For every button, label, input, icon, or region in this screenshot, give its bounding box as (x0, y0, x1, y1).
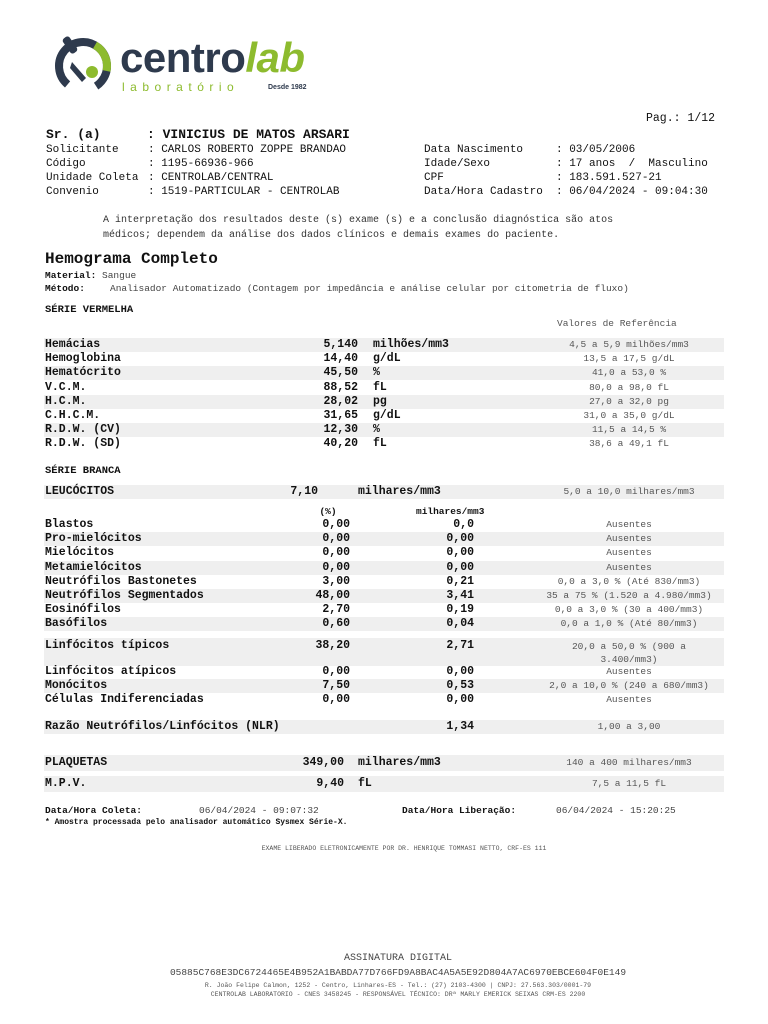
cell-abs: 0,00 (446, 693, 474, 707)
cell-pct: 3,00 (322, 574, 350, 588)
insurance-value: : 1519-PARTICULAR - CENTROLAB (148, 186, 340, 198)
absolute-column-header: milhares/mm3 (416, 506, 485, 517)
birth-value: : 03/05/2006 (556, 144, 636, 156)
cell-ref: Ausentes (606, 547, 652, 559)
cell-abs: 0,00 (446, 560, 474, 574)
analyte-value: 12,30 (323, 423, 358, 437)
analyte-ref: 31,0 a 35,0 g/dL (583, 410, 675, 421)
cell-abs: 3,41 (446, 589, 474, 602)
white-series-row (44, 603, 724, 617)
signature-title: ASSINATURA DIGITAL (343, 953, 453, 964)
analyte-ref: 27,0 a 32,0 pg (589, 395, 669, 407)
analyte-ref: 38,6 a 49,1 fL (589, 438, 669, 450)
cell-name: Eosinófilos (45, 603, 121, 617)
cpf-value: : 183.591.527-21 (556, 172, 662, 184)
platelet-unit: milhares/mm3 (358, 756, 441, 769)
cell-pct: 0,00 (322, 560, 350, 574)
cell-name: Neutrófilos Segmentados (45, 589, 204, 602)
signature-hash: 05885C768E3DC6724465E4B952A1BABDA77D766FD9A8BAC4A5A5E92D804A7AC6970EBCE604F0E149 (169, 967, 627, 978)
analyte-ref: 4,5 a 5,9 milhões/mm3 (569, 339, 689, 350)
analyte-unit: fL (373, 380, 387, 394)
cell-ref: Ausentes (606, 519, 652, 530)
requester-label: Solicitante (46, 144, 119, 156)
cell-ref: Ausentes (606, 561, 652, 573)
analyte-ref: 13,5 a 17,5 g/dL (583, 353, 675, 365)
reference-heading: Valores de Referência (557, 318, 677, 329)
analyte-unit: fL (373, 437, 387, 451)
leukocytes-unit: milhares/mm3 (358, 485, 441, 498)
release-label: Data/Hora Liberação: (402, 805, 517, 816)
analyte-unit: g/dL (373, 409, 401, 422)
analyte-unit: g/dL (373, 352, 401, 366)
centrolab-logo-icon (52, 32, 116, 96)
analyte-name: C.H.C.M. (45, 409, 101, 422)
cell-ref: 2,0 a 10,0 % (240 a 680/mm3) (549, 680, 709, 692)
brand-subtitle: laboratório (122, 80, 240, 94)
platelet-name: PLAQUETAS (45, 756, 108, 769)
age-sex-value: : 17 anos / Masculino (556, 158, 708, 170)
leukocytes-ref: 5,0 a 10,0 milhares/mm3 (563, 486, 695, 497)
cell-ref: Ausentes (606, 694, 652, 706)
unit-label: Unidade Coleta (46, 172, 139, 184)
white-series-row (44, 617, 724, 631)
percent-column-header: (%) (319, 506, 337, 517)
white-series-row (44, 679, 724, 693)
red-series-row (44, 423, 724, 437)
analyte-name: V.C.M. (45, 380, 87, 394)
platelet-value: 9,40 (316, 777, 344, 790)
white-series-row (44, 546, 724, 560)
red-series-row (44, 409, 724, 423)
analyte-name: R.D.W. (SD) (45, 437, 121, 451)
code-label: Código (46, 158, 86, 170)
lab-address: R. João Felipe Calmon, 1252 - Centro, Linhares-ES - Tel.: (27) 2103-4300 | CNPJ: 27.563.303/0001-79 (204, 982, 592, 989)
lymphocytes-name: Linfócitos típicos (45, 639, 170, 652)
lymphocytes-abs: 2,71 (446, 639, 474, 652)
cpf-label: CPF (424, 172, 444, 184)
cell-name: Linfócitos atípicos (45, 665, 177, 678)
analyte-unit: % (373, 366, 380, 380)
insurance-label: Convenio (46, 186, 99, 198)
cell-name: Células Indiferenciadas (45, 693, 204, 707)
analyte-name: Hematócrito (45, 366, 121, 380)
analyte-name: H.C.M. (45, 394, 87, 408)
analyte-name: Hemoglobina (45, 352, 121, 366)
white-series-row (44, 575, 724, 589)
page-number: Pag.: 1/12 (646, 112, 716, 125)
nlr-row (44, 720, 724, 734)
leukocytes-name: LEUCÓCITOS (45, 485, 115, 498)
cell-abs: 0,04 (446, 617, 474, 631)
birth-label: Data Nascimento (424, 144, 524, 156)
cell-ref: 0,0 a 3,0 % (Até 830/mm3) (557, 575, 701, 587)
cell-ref: Ausentes (606, 666, 652, 677)
cell-pct: 0,00 (322, 518, 350, 531)
cell-abs: 0,21 (446, 574, 474, 588)
cell-ref: Ausentes (606, 533, 652, 545)
analyte-value: 31,65 (323, 409, 358, 422)
leukocytes-value: 7,10 (290, 485, 318, 498)
analyte-value: 45,50 (323, 366, 358, 380)
lymphocytes-ref-line1: 20,0 a 50,0 % (900 a (571, 641, 687, 652)
red-series-row (44, 381, 724, 395)
cell-pct: 0,00 (322, 546, 350, 560)
cell-pct: 0,00 (322, 665, 350, 678)
technical-responsible: CENTROLAB LABORATORIO - CNES 3458245 - RESPONSÁVEL TÉCNICO: DRª MARLY EMERICK SEIXAS CRM-ES 2200 (210, 991, 586, 998)
red-series-row (44, 395, 724, 409)
cell-abs: 0,0 (453, 518, 474, 531)
platelet-unit: fL (358, 777, 372, 790)
nlr-ref: 1,00 a 3,00 (597, 721, 661, 732)
nlr-value: 1,34 (446, 720, 474, 733)
requester-value: : CARLOS ROBERTO ZOPPE BRANDAO (148, 144, 347, 156)
cell-pct: 0,00 (322, 693, 350, 707)
exam-title: Hemograma Completo (45, 250, 218, 268)
centrolab-logo (52, 32, 332, 102)
leukocytes-row (44, 485, 724, 499)
platelet-ref: 140 a 400 milhares/mm3 (566, 757, 692, 768)
cell-name: Metamielócitos (45, 560, 142, 574)
cell-pct: 48,00 (315, 589, 350, 602)
cell-abs: 0,00 (446, 532, 474, 546)
registration-label: Data/Hora Cadastro (424, 186, 543, 198)
cell-pct: 7,50 (322, 679, 350, 693)
analyte-value: 5,140 (323, 338, 358, 351)
cell-pct: 2,70 (322, 603, 350, 617)
collection-label: Data/Hora Coleta: (45, 805, 142, 816)
analyte-value: 88,52 (323, 380, 358, 394)
cell-name: Monócitos (45, 679, 108, 693)
white-series-row (44, 665, 724, 679)
platelet-value: 349,00 (302, 756, 344, 769)
cell-ref: 35 a 75 % (1.520 a 4.980/mm3) (546, 590, 712, 601)
analyte-ref: 11,5 a 14,5 % (591, 424, 667, 436)
analyte-ref: 41,0 a 53,0 % (591, 367, 667, 379)
analyte-ref: 80,0 a 98,0 fL (589, 381, 669, 393)
white-series-row (44, 518, 724, 532)
cell-ref: 0,0 a 1,0 % (Até 80/mm3) (560, 618, 698, 630)
cell-abs: 0,19 (446, 603, 474, 617)
white-series-heading: SÉRIE BRANCA (45, 465, 121, 477)
platelet-row (44, 755, 724, 771)
material-line: Material: Sangue (45, 270, 137, 281)
platelet-row (44, 776, 724, 792)
analyte-unit: milhões/mm3 (373, 338, 449, 351)
lymphocytes-ref-line2: 3.400/mm3) (600, 654, 658, 665)
unit-value: : CENTROLAB/CENTRAL (148, 172, 274, 184)
white-series-row (44, 589, 724, 603)
analyte-unit: % (373, 423, 380, 437)
released-by: EXAME LIBERADO ELETRONICAMENTE POR DR. HENRIQUE TOMMASI NETTO, CRF-ES 111 (261, 845, 547, 852)
cell-abs: 0,00 (446, 665, 474, 678)
patient-name-line (46, 127, 446, 143)
platelet-name: M.P.V. (45, 777, 87, 790)
brand-since: Desde 1982 (268, 84, 307, 91)
cell-pct: 0,00 (322, 532, 350, 546)
nlr-name: Razão Neutrófilos/Linfócitos (NLR) (45, 720, 280, 733)
white-series-row (44, 693, 724, 707)
lymphocytes-pct: 38,20 (315, 639, 350, 652)
analyte-unit: pg (373, 394, 387, 408)
analyte-name: Hemácias (45, 338, 101, 351)
cell-name: Basófilos (45, 617, 108, 631)
analyte-value: 14,40 (323, 352, 358, 366)
patient-name: : VINICIUS DE MATOS ARSARI (147, 127, 350, 142)
collection-value: 06/04/2024 - 09:07:32 (199, 805, 319, 816)
brand-name: centrolab (120, 34, 305, 81)
age-sex-label: Idade/Sexo (424, 158, 491, 170)
red-series-heading: SÉRIE VERMELHA (45, 304, 134, 316)
method-line: Método: Analisador Automatizado (Contagem por impedância e análise celular por citometria de fluxo) (45, 283, 629, 294)
patient-title-label: Sr. (a) (46, 127, 101, 142)
lymphocytes-row (44, 638, 724, 666)
analyte-value: 40,20 (323, 437, 358, 451)
white-series-row (44, 532, 724, 546)
red-series-row (44, 366, 724, 380)
analyte-name: R.D.W. (CV) (45, 423, 121, 437)
code-value: : 1195-66936-966 (148, 158, 254, 170)
cell-name: Pro-mielócitos (45, 532, 142, 546)
disclaimer: A interpretação dos resultados deste (s) exame (s) e a conclusão diagnóstica são atos médicos; dependem da análise dos dados clínicos e demais exames do paciente. (103, 215, 614, 241)
cell-abs: 0,00 (446, 546, 474, 560)
cell-name: Mielócitos (45, 546, 115, 560)
red-series-row (44, 338, 724, 352)
cell-ref: 0,0 a 3,0 % (30 a 400/mm3) (554, 604, 704, 616)
red-series-row (44, 437, 724, 451)
cell-name: Neutrófilos Bastonetes (45, 574, 197, 588)
cell-abs: 0,53 (446, 679, 474, 693)
white-series-row (44, 561, 724, 575)
cell-name: Blastos (45, 518, 94, 531)
analyte-value: 28,02 (323, 394, 358, 408)
registration-value: : 06/04/2024 - 09:04:30 (556, 186, 708, 198)
platelet-ref: 7,5 a 11,5 fL (591, 778, 667, 789)
analyzer-note: * Amostra processada pelo analisador automático Sysmex Série-X. (45, 818, 348, 827)
cell-pct: 0,60 (322, 617, 350, 631)
red-series-row (44, 352, 724, 366)
release-value: 06/04/2024 - 15:20:25 (556, 805, 676, 816)
